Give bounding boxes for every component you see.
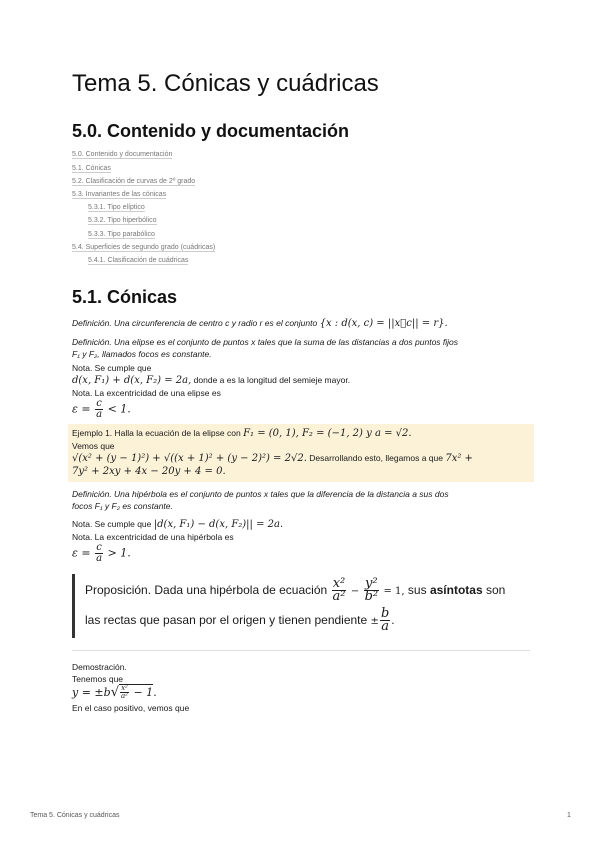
note-hyperbola-difference: Nota. Se cumple que |d(x, F₁) − d(x, F₂)|| = 2a. [72,518,284,530]
divider [72,650,530,651]
toc-item[interactable]: 5.0. Contenido y documentación [72,151,173,159]
note-ellipse-eccentricity: Nota. La excentricidad de una elipse es [72,387,221,398]
section-heading-contents: 5.0. Contenido y documentación [72,120,350,141]
toc-item[interactable]: 5.3. Invariantes de las cónicas [72,191,167,198]
definition-ellipse: Definición. Una elipse es el conjunto de puntos x tales que la suma de las distancias a dos puntos fijos F₁ y F₂, llamados focos es constante. [72,336,459,359]
toc-item[interactable]: 5.4. Superficies de segundo grado (cuádricas) [72,243,216,251]
demonstration-heading: Demostración. [72,661,127,672]
page-content [72,70,530,714]
section-heading-conicas: 5.1. Cónicas [72,287,178,308]
example-statement: Ejemplo 1. Halla la ecuación de la elipse con F₁ = (0, 1), F₂ = (−1, 2) y a = √2. [72,427,412,439]
definition-hyperbola: Definición. Una hipérbola es el conjunto de puntos x tales que la diferencia de la distancia a sus dos focos F₁ y F₂ es constante. [72,488,449,511]
footer-title: Tema 5. Cónicas y cuádricas [30,812,120,819]
example-vemos: Vemos que [72,440,115,451]
keyword-asintotas: asíntotas [429,582,483,597]
formula-demonstration: y = ±b√ $\frac{\text{x²}}{\text{a²}}$ − 1. [72,684,157,701]
table-of-contents [72,148,530,267]
toc-item[interactable]: 5.1. Cónicas [72,164,111,172]
demonstration-tenemos: Tenemos que [72,673,124,684]
toc-item[interactable]: 5.3.2. Tipo hiperbólico [88,217,157,225]
footer-page-number: 1 [567,812,571,819]
note-ellipse-sum: Nota. Se cumple que d(x, F₁) + d(x, F₂) = 2a, donde a es la longitud del semieje mayor. [72,362,351,386]
demonstration-caso: En el caso positivo, vemos que [72,703,190,714]
page-title: Tema 5. Cónicas y cuádricas [72,70,379,97]
toc-item[interactable]: 5.3.1. Tipo elíptico [88,204,145,212]
toc-item[interactable]: 5.3.3. Tipo parabólico [88,230,155,238]
example-box [68,424,534,482]
note-hyperbola-eccentricity: Nota. La excentricidad de una hipérbola es [72,531,234,542]
proposition-box: Proposición. Dada una hipérbola de ecuación $\frac{\text{x²}}{\text{a²}}$ − $\frac{\text{y²}}{\text{b²}}$ = 1, sus asíntotas son las rectas que pasan por el origen y tienen pendiente ± $\frac{b}{a}$ . [72,574,530,638]
toc-item[interactable]: 5.4.1. Clasificación de cuádricas [88,257,189,265]
example-solution: √(x² + (y − 1)²) + √((x + 1)² + (y − 2)²) = 2√2. Desarrollando esto, llegamos a que 7x² + 7y² + 2xy + 4x − 20y + 4 = 0. [72,452,473,477]
toc-item[interactable]: 5.2. Clasificación de curvas de 2º grado [72,177,196,185]
formula-hyperbola-eccentricity: ε = $\frac{c}{a}$ > 1. [72,541,131,564]
definition-circumference: Definición. Una circunferencia de centro c y radio r es el conjunto {x : d(x, c) = ||x⃗c|| = r}. [72,317,448,329]
formula-ellipse-eccentricity: ε = $\frac{c}{a}$ < 1. [72,397,131,420]
